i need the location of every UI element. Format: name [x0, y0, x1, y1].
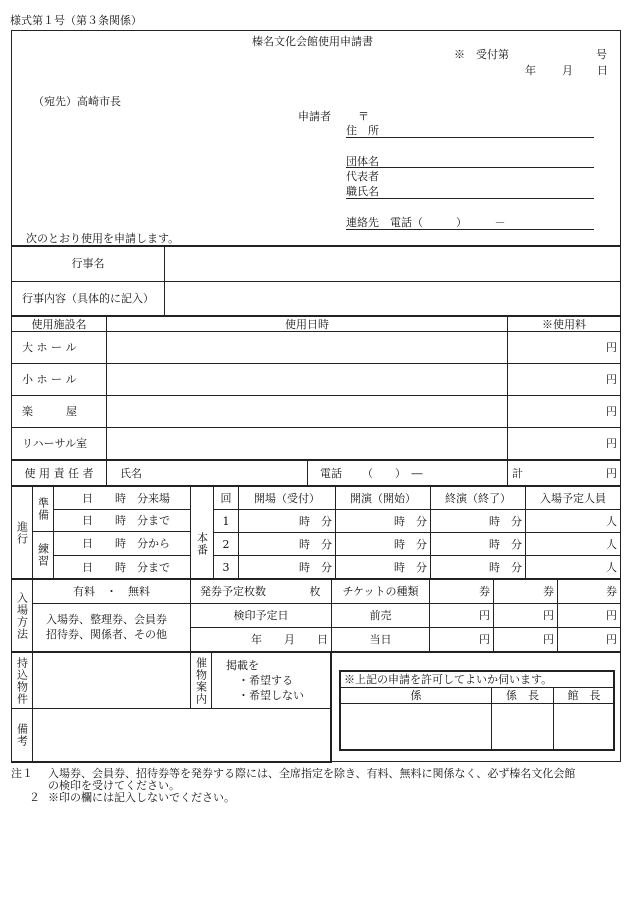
divider	[106, 461, 107, 485]
end-time[interactable]: 時 分	[489, 537, 522, 551]
progress-label: 進行	[15, 520, 29, 545]
ticket-ken[interactable]: 券	[606, 585, 617, 598]
show-number: 2	[222, 537, 230, 551]
col-end: 終演（終了）	[445, 491, 511, 505]
stamp-date-label: 検印予定日	[233, 609, 289, 622]
bring-in-field[interactable]	[33, 653, 190, 708]
approval-kacho: 係 長	[506, 689, 539, 702]
applicant-label: 申請者	[298, 110, 331, 123]
remarks-label: 備考	[15, 723, 29, 747]
note1-number: 注１	[11, 767, 33, 780]
rep-name-line[interactable]	[346, 198, 594, 199]
divider	[330, 652, 332, 762]
facility-name: リハーサル室	[22, 437, 88, 450]
event-name-label: 行事名	[71, 257, 105, 270]
divider	[11, 761, 332, 763]
responsible-name-label: 氏名	[120, 466, 142, 480]
receipt-year: 年	[525, 64, 536, 77]
facility-name: 大 ホ ー ル	[22, 341, 77, 354]
form-number: 様式第１号（第３条関係）	[10, 14, 142, 27]
admission-label: 入場方法	[15, 591, 29, 640]
start-time[interactable]: 時 分	[394, 514, 427, 528]
presale-yen[interactable]: 円	[606, 609, 617, 622]
kacho-stamp-field[interactable]	[492, 704, 553, 750]
ticket-ken[interactable]: 券	[479, 585, 490, 598]
presale-yen[interactable]: 円	[479, 609, 490, 622]
group-label: 団体名	[346, 155, 379, 168]
facility-date-field[interactable]	[107, 332, 507, 363]
responsible-label: 使 用 責 任 者	[24, 466, 94, 480]
facility-date-field[interactable]	[107, 364, 507, 395]
approval-kakari: 係	[410, 689, 422, 702]
kakari-stamp-field[interactable]	[341, 704, 491, 750]
show-number: 1	[222, 514, 230, 528]
address-label: 住 所	[346, 124, 379, 137]
note2-number: ２	[29, 791, 40, 804]
facility-date-field[interactable]	[107, 428, 507, 459]
facility-name: 楽 屋	[22, 405, 77, 418]
remarks-field[interactable]	[33, 709, 330, 761]
col-open: 開場（受付）	[254, 491, 320, 505]
note1-line2: の検印を受けてください。	[48, 779, 180, 792]
start-time[interactable]: 時 分	[394, 560, 427, 574]
facility-date-field[interactable]	[107, 396, 507, 427]
facility-fee: 円	[606, 341, 617, 354]
facility-name: 小 ホ ー ル	[22, 373, 77, 386]
receipt-month: 月	[562, 64, 573, 77]
facility-fee: 円	[606, 373, 617, 386]
addressee: （宛先）高崎市長	[33, 95, 121, 108]
rehearsal-time-row[interactable]: 日 時 分まで	[82, 560, 170, 574]
presale-yen[interactable]: 円	[543, 609, 554, 622]
rehearsal-label: 練習	[36, 543, 50, 567]
open-time[interactable]: 時 分	[299, 537, 332, 551]
divider	[32, 603, 190, 604]
group-line[interactable]	[346, 167, 594, 168]
receipt-day: 日	[597, 64, 608, 77]
note1-line1: 入場券、会員券、招待券等を発券する際には、全席指定を除き、有料、無料に関係なく、必ず榛名文化会館	[48, 767, 576, 780]
address-line[interactable]	[346, 137, 594, 138]
contact-line[interactable]	[346, 229, 594, 230]
count-unit: 枚	[309, 585, 321, 598]
bring-in-label: 持込物件	[15, 656, 29, 705]
receipt-go: 号	[596, 48, 607, 61]
receipt-label: ※ 受付第	[454, 48, 509, 61]
divider	[307, 461, 308, 485]
note2-text: ※印の欄には記入しないでください。	[48, 791, 235, 804]
col-start: 開演（開始）	[350, 491, 416, 505]
publication-heading: 掲載を	[226, 659, 259, 672]
responsible-tel-label: 電話	[320, 466, 342, 480]
open-time[interactable]: 時 分	[299, 514, 332, 528]
form-title: 榛名文化会館使用申請書	[252, 35, 373, 48]
kancho-stamp-field[interactable]	[554, 704, 614, 750]
publication-no[interactable]: ・希望しない	[238, 689, 304, 702]
ticket-ken[interactable]: 券	[543, 585, 554, 598]
prep-label: 準備	[36, 497, 50, 521]
people-count[interactable]: 人	[606, 560, 617, 574]
col-kai: 回	[220, 491, 232, 505]
rep-name-label: 職氏名	[346, 185, 379, 198]
same-day-yen[interactable]: 円	[543, 633, 554, 646]
event-content-label: 行事内容（具体的に記入）	[22, 292, 154, 305]
total-yen: 円	[606, 466, 617, 480]
people-count[interactable]: 人	[606, 514, 617, 528]
facility-header: 使用施設名	[31, 317, 87, 331]
facility-fee: 円	[606, 405, 617, 418]
event-name-field[interactable]	[165, 246, 620, 281]
stamp-date-field[interactable]: 年 月 日	[251, 633, 328, 646]
approval-kancho: 館 長	[567, 689, 601, 702]
date-header: 使用日時	[285, 317, 329, 331]
divider	[53, 487, 54, 578]
intro-text: 次のとおり使用を申請します。	[26, 232, 180, 245]
presale-label: 前売	[369, 609, 392, 622]
rehearsal-time-row[interactable]: 日 時 分から	[82, 537, 170, 550]
open-time[interactable]: 時 分	[299, 560, 332, 574]
ticket-type-label: チケットの種類	[342, 585, 419, 598]
total-label: 計	[512, 466, 523, 480]
prep-time-row[interactable]: 日 時 分まで	[82, 514, 170, 527]
paid-free[interactable]: 有料 ・ 無料	[73, 585, 150, 598]
prep-time-row[interactable]: 日 時 分来場	[82, 491, 170, 505]
start-time[interactable]: 時 分	[394, 537, 427, 551]
event-content-field[interactable]	[165, 282, 620, 315]
responsible-tel-format: （ ） ―	[362, 466, 423, 480]
col-people: 入場予定人員	[540, 491, 606, 505]
contact-label: 連絡先 電話（ ） －	[346, 216, 506, 229]
end-time[interactable]: 時 分	[489, 560, 522, 574]
publication-yes[interactable]: ・希望する	[238, 674, 293, 687]
show-number: 3	[222, 560, 230, 574]
fee-header: ※使用料	[542, 317, 586, 331]
rep-label: 代表者	[346, 170, 379, 183]
ticket-types-line1: 入場券、整理券、会員券	[46, 613, 167, 626]
facility-fee: 円	[606, 437, 617, 450]
ticket-types-line2: 招待券、関係者、その他	[46, 628, 167, 641]
end-time[interactable]: 時 分	[489, 514, 522, 528]
same-day-yen[interactable]: 円	[479, 633, 490, 646]
postal-mark: 〒	[358, 110, 369, 123]
same-day-label: 当日	[369, 633, 392, 646]
same-day-yen[interactable]: 円	[606, 633, 617, 646]
divider	[211, 653, 212, 708]
divider	[507, 461, 508, 485]
honban-label: 本番	[195, 532, 209, 556]
planned-count-label: 発券予定枚数	[200, 585, 266, 598]
publication-label: 催物案内	[194, 656, 208, 705]
approval-text: ※上記の申請を許可してよいか伺います。	[344, 673, 553, 686]
people-count[interactable]: 人	[606, 537, 617, 551]
